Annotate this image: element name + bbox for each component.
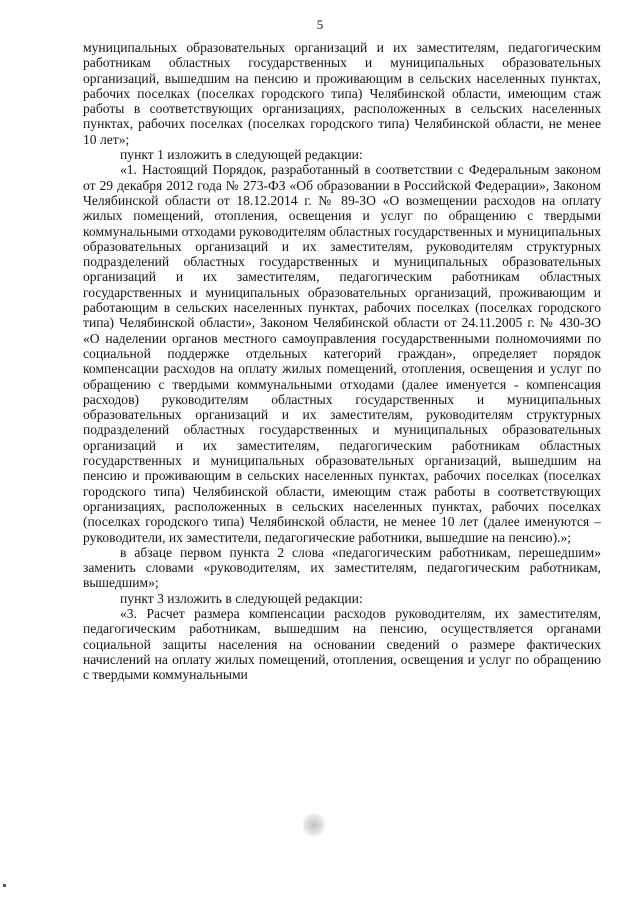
page-number: 5 [316,17,324,32]
paragraph-item-1-text: «1. Настоящий Порядок, разработанный в соответствии с Федеральным законом от 29 декабря 2012 года № 273-ФЗ «Об образовании в Российской Федерации», Законом Челябинской области от 18.12.2014 г. № 89-ЗО «О возмещении расходов на оплату жилых помещений, отопления, освещения и услуг по обращению с твердыми коммунальными отходами руководителям областных государственных и муниципальных образовательных организаций и их заместителям, руководителям структурных подразделений областных государственных и муниципальных образовательных организаций и их заместителям, педагогическим работникам областных государственных и муниципальных образовательных организаций, проживающим и работающим в сельских населенных пунктах, рабочих поселках (поселках городского типа) Челябинской области», Законом Челябинской области от 24.11.2005 г. № 430-ЗО «О наделении органов местного самоуправления государственными полномочиями по социальной поддержке отдельных категорий граждан», определяет порядок компенсации расходов на оплату жилых помещений, отопления, освещения и услуг по обращению с твердыми коммунальными отходами (далее именуется - компенсация расходов) руководителям областных государственных и муниципальных образовательных организаций и их заместителям, руководителям структурных подразделений областных государственных и муниципальных образовательных организаций и их заместителям, педагогическим работникам областных государственных и муниципальных образовательных организаций, вышедшим на пенсию и проживающим в сельских населенных пунктах, рабочих поселках (поселках городского типа) Челябинской области, имеющим стаж работы в соответствующих организациях, расположенных в сельских населенных пунктах, рабочих поселках (поселках городского типа) Челябинской области, не менее 10 лет (далее именуются – руководители, их заместители, педагогические работники, вышедшие на пенсию).»; [83,162,601,545]
scan-artifact [3,884,6,887]
paragraph-item-3-text: «3. Расчет размера компенсации расходов руководителям, их заместителям, педагогическим работникам, вышедшим на пенсию, осуществляется органами социальной защиты населения на основании сведений о размере фактических начислений на оплату жилых помещений, отопления, освещения и услуг по обращению с твердыми коммунальными [83,605,601,683]
paragraph-item-1-instruction: пункт 1 изложить в следующей редакции: [120,147,363,163]
document-body [83,40,601,682]
paragraph-item-3-instruction: пункт 3 изложить в следующей редакции: [120,590,363,606]
paragraph-continuation: муниципальных образовательных организаций и их заместителям, педагогическим работникам областных государственных и муниципальных образовательных организаций, вышедшим на пенсию и проживающим в сельских населенных пунктах, рабочих поселках (поселках городского типа) Челябинской области, имеющим стаж работы в соответствующих организациях, расположенных в сельских населенных пунктах, рабочих поселках (поселках городского типа) Челябинской области, не менее 10 лет»; [83,40,601,147]
seal-stamp-mark [303,812,325,838]
paragraph-item-2-instruction: в абзаце первом пункта 2 слова «педагогическим работникам, перешедшим» заменить словами «руководителям, их заместителям, педагогическим работникам, вышедшим»; [83,544,601,591]
